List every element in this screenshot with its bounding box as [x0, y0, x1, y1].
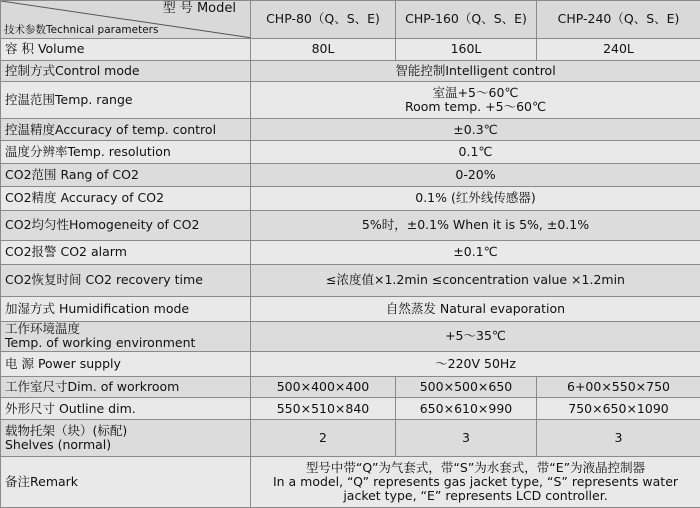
volume-value-240: 240L	[537, 38, 700, 60]
temp-range-label: 控温范围Temp. range	[1, 82, 251, 119]
humidification-value: 自然蒸发 Natural evaporation	[251, 297, 700, 321]
co2-recovery-value: ≤浓度值×1.2min ≤concentration value ×1.2min	[251, 264, 700, 297]
working-env-label-en: Temp. of working environment	[5, 335, 196, 351]
workroom-dim-value-160: 500×500×650	[396, 376, 537, 397]
params-label: 技术参数Technical parameters	[4, 23, 159, 36]
co2-alarm-label: CO2报警 CO2 alarm	[1, 241, 251, 264]
row-co2-homogeneity	[1, 210, 700, 241]
shelves-value-240: 3	[537, 420, 700, 457]
temp-resolution-label: 温度分辨率Temp. resolution	[1, 141, 251, 163]
volume-value-160: 160L	[396, 38, 537, 60]
co2-homogeneity-label: CO2均匀性Homogeneity of CO2	[1, 210, 251, 241]
outline-dim-value-80: 550×510×840	[251, 397, 396, 419]
remark-label: 备注Remark	[1, 456, 251, 507]
header-row	[1, 1, 700, 39]
volume-value-80: 80L	[251, 38, 396, 60]
shelves-label-cn: 载物托架（块）(标配)	[5, 423, 128, 439]
remark-line-en-1: In a model, “Q” represents gas jacket type, “S” represents water	[272, 473, 679, 489]
temp-range-value-cn: 室温+5～60℃	[432, 85, 519, 101]
remark-value	[251, 456, 700, 507]
workroom-dim-value-80: 500×400×400	[251, 376, 396, 397]
row-co2-range	[1, 163, 700, 186]
co2-alarm-value: ±0.1℃	[251, 241, 700, 264]
control-mode-label: 控制方式Control mode	[1, 61, 251, 82]
humidification-label: 加湿方式 Humidification mode	[1, 297, 251, 321]
row-working-env	[1, 321, 700, 352]
row-co2-accuracy	[1, 187, 700, 210]
header-diagonal-cell	[1, 1, 251, 39]
temp-resolution-value: 0.1℃	[251, 141, 700, 163]
remark-line-cn: 型号中带“Q”为气套式，带“S”为水套式，带“E”为液晶控制器	[305, 459, 646, 475]
row-shelves	[1, 420, 700, 457]
model-header-240: CHP-240（Q、S、E)	[537, 1, 700, 39]
model-label: 型 号 Model	[162, 1, 236, 16]
shelves-value-80: 2	[251, 420, 396, 457]
workroom-dim-value-240: 6+00×550×750	[537, 376, 700, 397]
row-humidification	[1, 297, 700, 321]
power-supply-value: ～220V 50Hz	[251, 352, 700, 376]
volume-label: 容 积 Volume	[1, 38, 251, 60]
model-header-160: CHP-160（Q、S、E)	[396, 1, 537, 39]
working-env-value: +5～35℃	[251, 321, 700, 352]
row-co2-recovery	[1, 264, 700, 297]
working-env-label-cn: 工作环境温度	[5, 321, 81, 337]
row-outline-dim	[1, 397, 700, 419]
shelves-label	[1, 420, 251, 457]
temp-range-value	[251, 82, 700, 119]
temp-accuracy-label: 控温精度Accuracy of temp. control	[1, 119, 251, 141]
model-header-80: CHP-80（Q、S、E)	[251, 1, 396, 39]
co2-range-label: CO2范围 Rang of CO2	[1, 163, 251, 186]
row-remark	[1, 456, 700, 507]
row-workroom-dim	[1, 376, 700, 397]
temp-range-value-en: Room temp. +5～60℃	[404, 99, 547, 115]
row-temp-resolution	[1, 141, 700, 163]
row-volume	[1, 38, 700, 60]
co2-homogeneity-value: 5%时，±0.1% When it is 5%, ±0.1%	[251, 210, 700, 241]
working-env-label	[1, 321, 251, 352]
co2-range-value: 0-20%	[251, 163, 700, 186]
co2-recovery-label: CO2恢复时间 CO2 recovery time	[1, 264, 251, 297]
temp-accuracy-value: ±0.3℃	[251, 119, 700, 141]
outline-dim-value-240: 750×650×1090	[537, 397, 700, 419]
co2-accuracy-label: CO2精度 Accuracy of CO2	[1, 187, 251, 210]
row-power-supply	[1, 352, 700, 376]
row-temp-range	[1, 82, 700, 119]
workroom-dim-label: 工作室尺寸Dim. of workroom	[1, 376, 251, 397]
co2-accuracy-value: 0.1% (红外线传感器)	[251, 187, 700, 210]
row-control-mode	[1, 61, 700, 82]
shelves-value-160: 3	[396, 420, 537, 457]
shelves-label-en: Shelves (normal)	[5, 437, 112, 453]
control-mode-value: 智能控制Intelligent control	[251, 61, 700, 82]
outline-dim-value-160: 650×610×990	[396, 397, 537, 419]
outline-dim-label: 外形尺寸 Outline dim.	[1, 397, 251, 419]
row-temp-accuracy	[1, 119, 700, 141]
power-supply-label: 电 源 Power supply	[1, 352, 251, 376]
row-co2-alarm	[1, 241, 700, 264]
remark-line-en-2: jacket type, “E” represents LCD controller.	[343, 487, 608, 503]
